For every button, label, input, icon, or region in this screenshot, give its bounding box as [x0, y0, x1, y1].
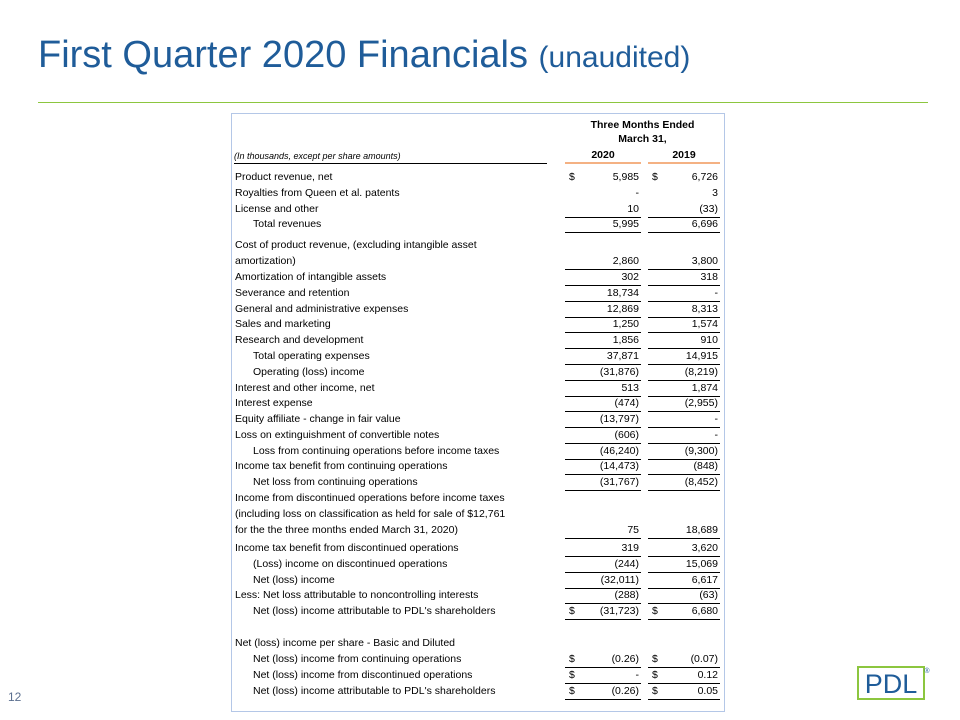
- value-2019-cell: [648, 508, 720, 522]
- value-2020: 2,860: [612, 255, 639, 267]
- value-2020: (31,767): [599, 476, 639, 488]
- currency-symbol: $: [569, 653, 575, 665]
- value-2020-cell: [565, 637, 641, 651]
- value-2020: (0.26): [611, 685, 639, 697]
- value-2020-cell: [565, 669, 641, 684]
- row-label: Net loss from continuing operations: [253, 476, 418, 488]
- value-2019-cell: [648, 287, 720, 302]
- title-main: First Quarter 2020 Financials: [38, 34, 528, 76]
- currency-symbol: $: [652, 685, 658, 697]
- value-2019: (8,452): [684, 476, 718, 488]
- value-2020: (13,797): [599, 413, 639, 425]
- currency-symbol: $: [569, 669, 575, 681]
- value-2019: (8,219): [684, 366, 718, 378]
- value-2020: (606): [614, 429, 639, 441]
- value-2020-cell: [565, 685, 641, 700]
- value-2019-cell: [648, 637, 720, 651]
- value-2020-cell: [565, 492, 641, 506]
- row-label: Less: Net loss attributable to noncontrolling interests: [235, 589, 479, 601]
- row-label: Net (loss) income attributable to PDL's shareholders: [253, 685, 496, 697]
- title-suffix: (unaudited): [538, 41, 691, 74]
- row-label: Loss on extinguishment of convertible notes: [235, 429, 440, 441]
- row-label: Research and development: [235, 334, 364, 346]
- value-2020-cell: [565, 366, 641, 381]
- value-2020: -: [635, 669, 639, 681]
- value-2019-cell: [648, 653, 720, 668]
- slide-title: [38, 34, 690, 77]
- row-label: Income tax benefit from discontinued operations: [235, 542, 459, 554]
- value-2019-cell: [648, 382, 720, 397]
- value-2019: 910: [700, 334, 718, 346]
- header-line1: Three Months Ended: [590, 119, 695, 131]
- value-2019: 6,726: [691, 171, 718, 183]
- value-2019-cell: [648, 334, 720, 349]
- value-2019-cell: [648, 574, 720, 589]
- value-2019-cell: [648, 445, 720, 460]
- value-2019-cell: [648, 366, 720, 381]
- row-label: Net (loss) income from discontinued operations: [253, 669, 473, 681]
- value-2020-cell: [565, 589, 641, 604]
- value-2019-cell: [648, 476, 720, 491]
- value-2019: 14,915: [685, 350, 718, 362]
- pdl-logo: [857, 664, 931, 700]
- value-2020-cell: [565, 303, 641, 318]
- value-2019-cell: [648, 542, 720, 557]
- value-2019: 6,696: [691, 218, 718, 230]
- value-2020: (46,240): [599, 445, 639, 457]
- value-2019-cell: [648, 397, 720, 412]
- value-2019: 8,313: [691, 303, 718, 315]
- value-2019-cell: [648, 218, 720, 233]
- income-statement-table: [231, 113, 725, 712]
- row-label: amortization): [235, 255, 296, 267]
- row-label: Income from discontinued operations before income taxes: [235, 492, 505, 504]
- column-header-2020: 2020: [565, 149, 641, 164]
- row-label: Net (loss) income from continuing operations: [253, 653, 462, 665]
- units-label: (In thousands, except per share amounts): [234, 151, 547, 164]
- value-2020: (0.26): [611, 653, 639, 665]
- row-label: Net (loss) income per share - Basic and Diluted: [235, 637, 456, 649]
- value-2019-cell: [648, 429, 720, 444]
- page-number: 12: [8, 690, 22, 704]
- row-label: Loss from continuing operations before income taxes: [253, 445, 500, 457]
- value-2019-cell: [648, 318, 720, 333]
- value-2019: (33): [699, 203, 718, 215]
- value-2020: 12,869: [606, 303, 639, 315]
- value-2020: 75: [627, 524, 639, 536]
- row-label: Cost of product revenue, (excluding intangible asset: [235, 239, 477, 251]
- value-2020-cell: [565, 542, 641, 557]
- value-2020: (32,011): [600, 574, 639, 586]
- value-2019: 6,617: [691, 574, 718, 586]
- value-2019-cell: [648, 350, 720, 365]
- row-label: Equity affiliate - change in fair value: [235, 413, 401, 425]
- value-2019: 6,680: [691, 605, 718, 617]
- column-header-2019: 2019: [648, 149, 720, 164]
- value-2020-cell: [565, 318, 641, 333]
- value-2019-cell: [648, 203, 720, 218]
- value-2019: -: [714, 287, 718, 299]
- currency-symbol: $: [652, 171, 658, 183]
- row-label: Net (loss) income attributable to PDL's shareholders: [253, 605, 496, 617]
- row-label: (including loss on classification as held for sale of $12,761: [235, 508, 506, 520]
- value-2019: 18,689: [685, 524, 718, 536]
- row-label: (Loss) income on discontinued operations: [253, 558, 448, 570]
- value-2020-cell: [565, 445, 641, 460]
- header-line2: March 31,: [618, 133, 667, 145]
- value-2019: 3,800: [691, 255, 718, 267]
- value-2020-cell: [565, 203, 641, 218]
- row-label: Royalties from Queen et al. patents: [235, 187, 400, 199]
- row-label: Amortization of intangible assets: [235, 271, 387, 283]
- value-2019: 3,620: [691, 542, 718, 554]
- value-2020-cell: [565, 413, 641, 428]
- value-2020-cell: [565, 239, 641, 253]
- value-2020-cell: [565, 429, 641, 444]
- value-2019: (0.07): [690, 653, 718, 665]
- value-2019: 318: [700, 271, 718, 283]
- value-2020-cell: [565, 255, 641, 270]
- row-label: Income tax benefit from continuing operations: [235, 460, 448, 472]
- value-2020: (244): [614, 558, 639, 570]
- value-2020: 319: [621, 542, 639, 554]
- logo-text: PDL: [864, 669, 918, 699]
- value-2020: 10: [627, 203, 639, 215]
- value-2019: -: [714, 429, 718, 441]
- row-label: License and other: [235, 203, 319, 215]
- row-label: for the the three months ended March 31, 2020): [235, 524, 458, 536]
- value-2019: 0.05: [697, 685, 718, 697]
- value-2020-cell: [565, 218, 641, 233]
- value-2019-cell: [648, 605, 720, 620]
- value-2020: 37,871: [606, 350, 639, 362]
- value-2019-cell: [648, 558, 720, 573]
- value-2020-cell: [565, 508, 641, 522]
- value-2019: 1,874: [691, 382, 718, 394]
- value-2019-cell: [648, 271, 720, 286]
- value-2020-cell: [565, 382, 641, 397]
- value-2020: (31,723): [599, 605, 639, 617]
- value-2020-cell: [565, 350, 641, 365]
- value-2020: 5,985: [612, 171, 639, 183]
- value-2019-cell: [648, 239, 720, 253]
- value-2020-cell: [565, 524, 641, 539]
- value-2020-cell: [565, 460, 641, 475]
- value-2019: -: [714, 413, 718, 425]
- value-2019: 1,574: [691, 318, 718, 330]
- value-2020-cell: [565, 574, 641, 589]
- value-2019-cell: [648, 669, 720, 684]
- value-2019-cell: [648, 460, 720, 475]
- value-2020-cell: [565, 271, 641, 286]
- value-2020: (474): [614, 397, 639, 409]
- value-2019-cell: [648, 255, 720, 270]
- currency-symbol: $: [569, 171, 575, 183]
- currency-symbol: $: [652, 653, 658, 665]
- value-2020: 513: [621, 382, 639, 394]
- value-2019: (2,955): [684, 397, 718, 409]
- value-2019-cell: [648, 413, 720, 428]
- value-2019-cell: [648, 187, 720, 201]
- row-label: General and administrative expenses: [235, 303, 409, 315]
- value-2020-cell: [565, 653, 641, 668]
- value-2019: 0.12: [697, 669, 718, 681]
- value-2019-cell: [648, 685, 720, 700]
- value-2020-cell: [565, 187, 641, 201]
- value-2019-cell: [648, 171, 720, 185]
- value-2019-cell: [648, 303, 720, 318]
- row-label: Interest and other income, net: [235, 382, 375, 394]
- value-2020-cell: [565, 558, 641, 573]
- value-2020: 5,995: [612, 218, 639, 230]
- currency-symbol: $: [569, 685, 575, 697]
- value-2020-cell: [565, 476, 641, 491]
- currency-symbol: $: [652, 605, 658, 617]
- value-2020-cell: [565, 397, 641, 412]
- value-2019: (9,300): [684, 445, 718, 457]
- value-2020: 1,250: [612, 318, 639, 330]
- value-2019-cell: [648, 589, 720, 604]
- value-2020: -: [635, 187, 639, 199]
- logo-registered-mark: ®: [924, 668, 930, 675]
- row-label: Net (loss) income: [253, 574, 335, 586]
- value-2020: 18,734: [606, 287, 639, 299]
- value-2019-cell: [648, 492, 720, 506]
- row-label: Total revenues: [253, 218, 322, 230]
- title-divider: [38, 102, 928, 103]
- row-label: Product revenue, net: [235, 171, 333, 183]
- value-2020: (14,473): [599, 460, 639, 472]
- value-2020: 1,856: [612, 334, 639, 346]
- value-2020-cell: [565, 605, 641, 620]
- value-2019: 3: [712, 187, 718, 199]
- row-label: Sales and marketing: [235, 318, 331, 330]
- value-2020-cell: [565, 287, 641, 302]
- value-2019: 15,069: [685, 558, 718, 570]
- currency-symbol: $: [569, 605, 575, 617]
- value-2019: (63): [699, 589, 718, 601]
- value-2020: (288): [614, 589, 639, 601]
- row-label: Severance and retention: [235, 287, 350, 299]
- row-label: Interest expense: [235, 397, 313, 409]
- currency-symbol: $: [652, 669, 658, 681]
- value-2020: (31,876): [599, 366, 639, 378]
- value-2020: 302: [621, 271, 639, 283]
- row-label: Operating (loss) income: [253, 366, 365, 378]
- row-label: Total operating expenses: [253, 350, 370, 362]
- value-2019: (848): [693, 460, 718, 472]
- value-2019-cell: [648, 524, 720, 539]
- value-2020-cell: [565, 171, 641, 185]
- value-2020-cell: [565, 334, 641, 349]
